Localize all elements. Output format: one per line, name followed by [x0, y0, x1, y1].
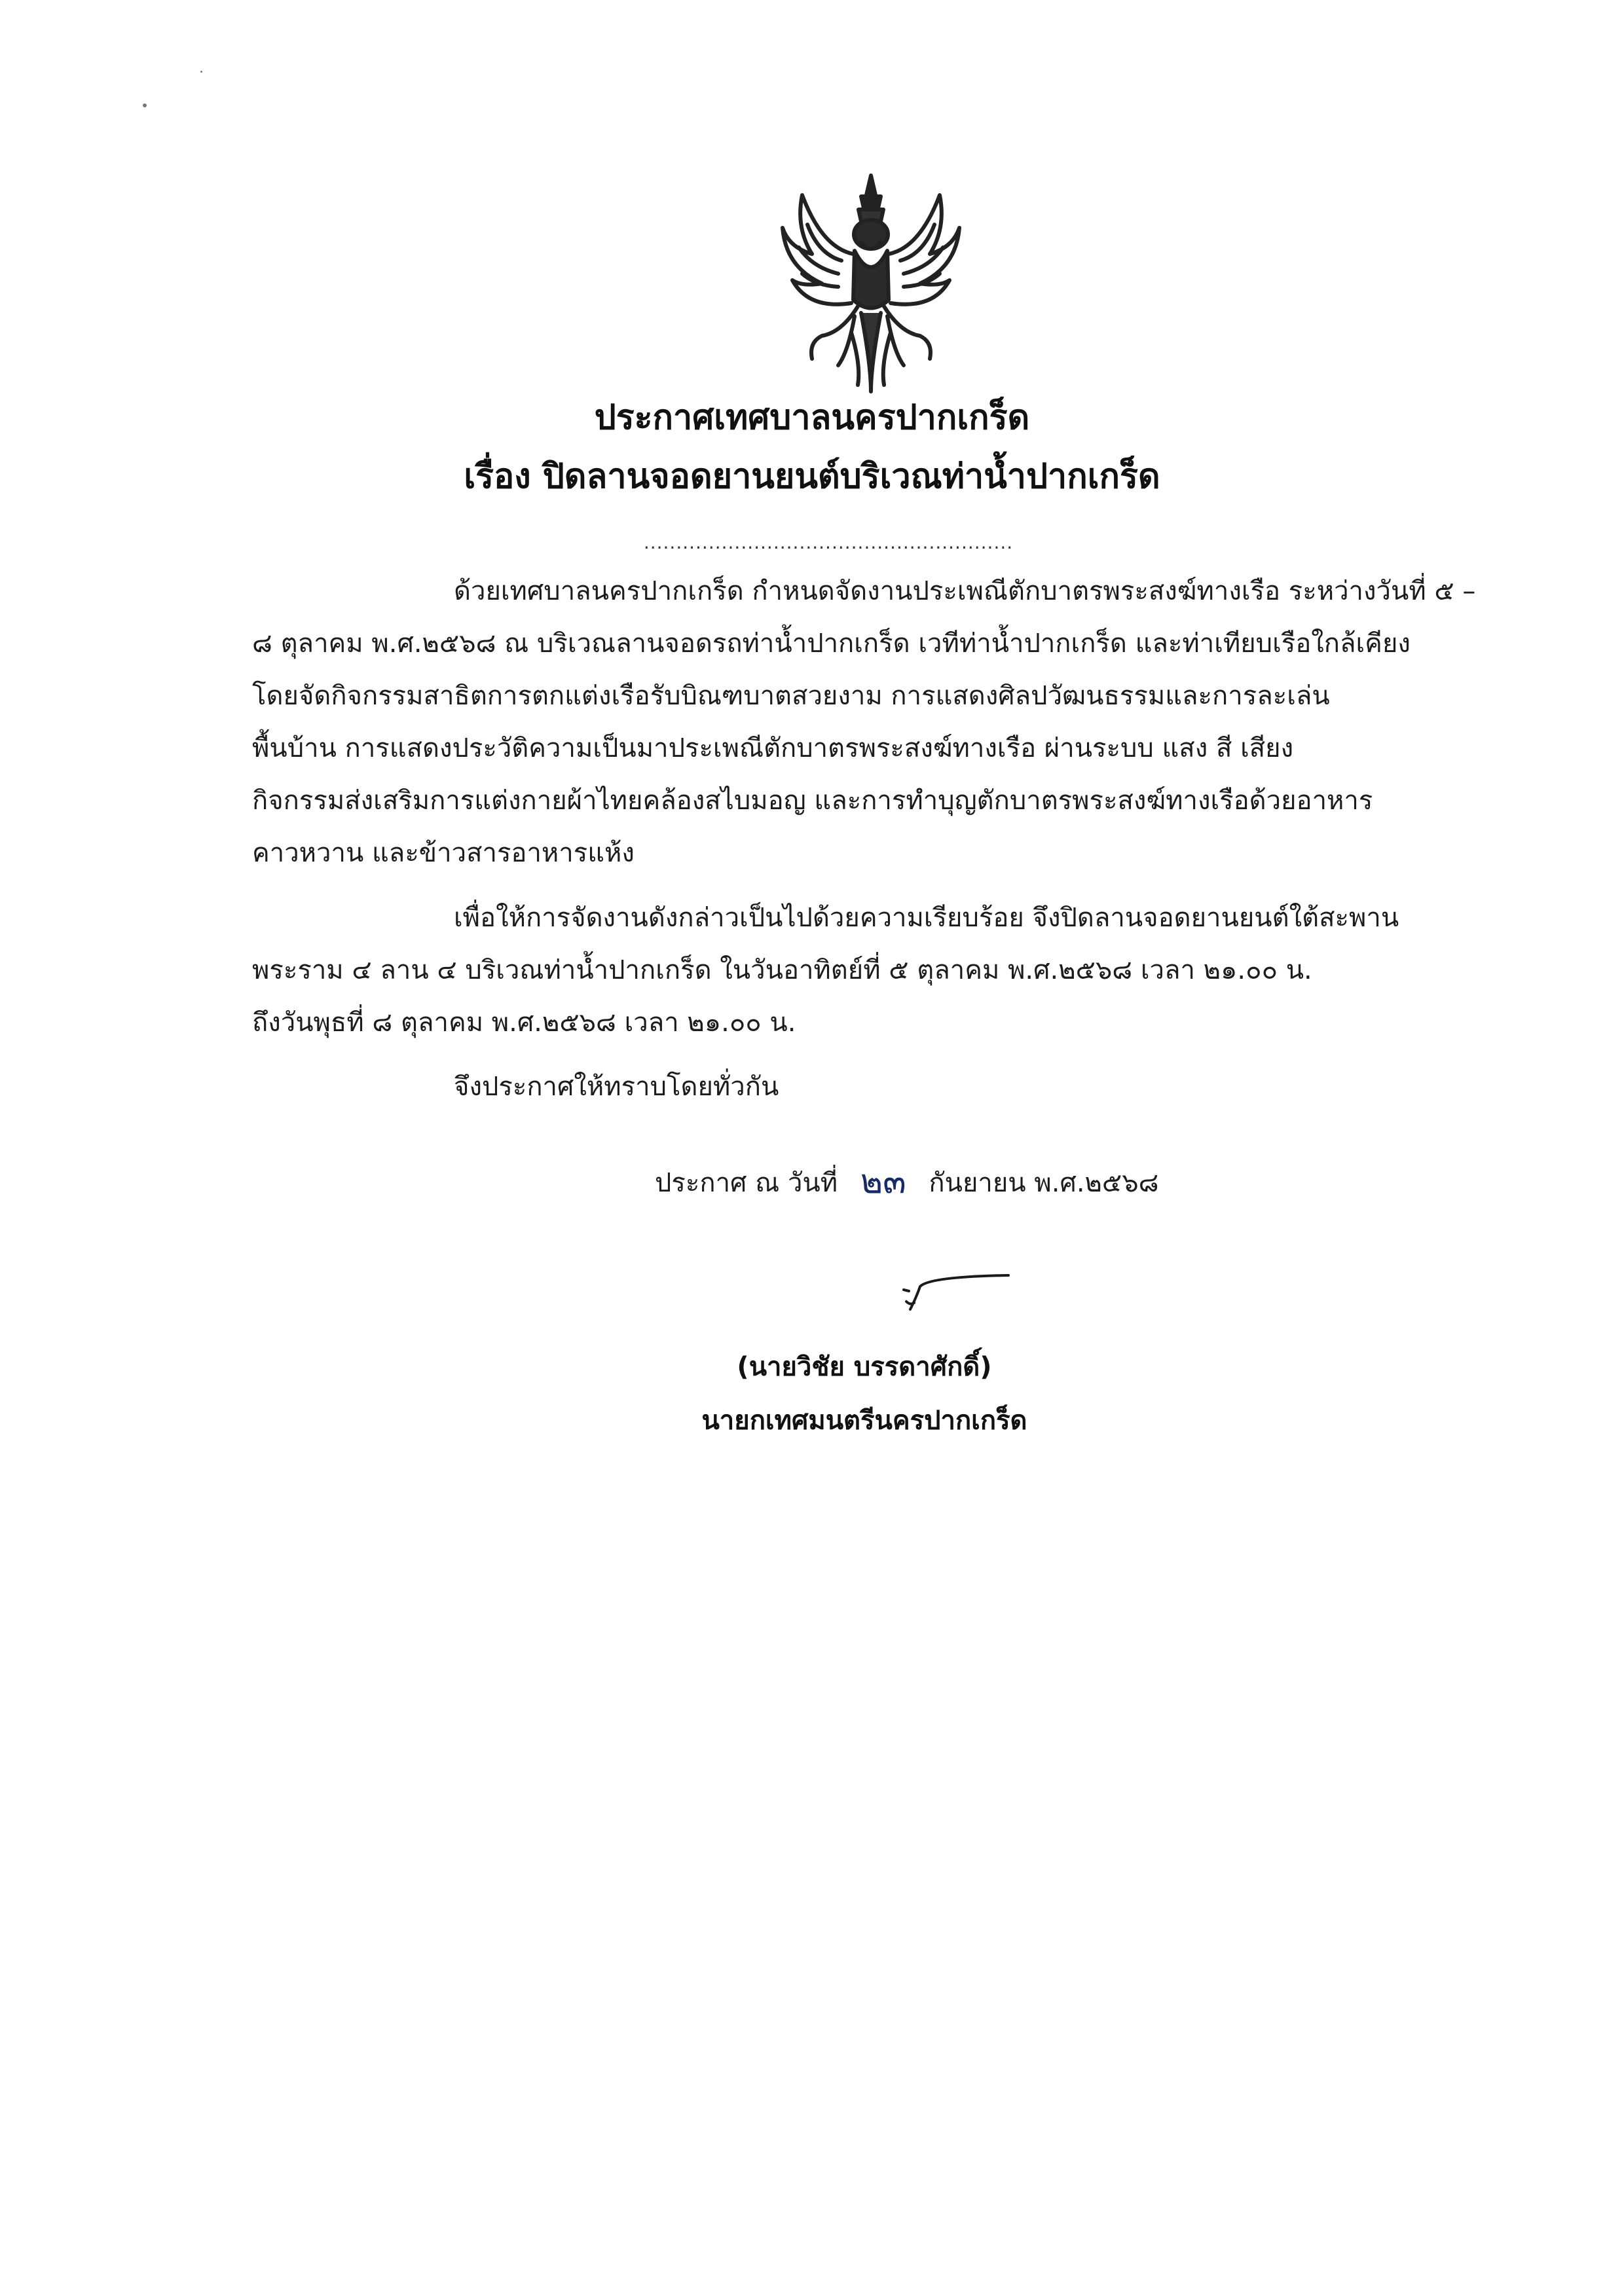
paragraph-line: พื้นบ้าน การแสดงประวัติความเป็นมาประเพณีตักบาตรพระสงฆ์ทางเรือ ผ่านระบบ แสง สี เสียง [252, 733, 1294, 763]
paragraph-line: กิจกรรมส่งเสริมการแต่งกายผ้าไทยคล้องสไบมอญ และการทำบุญตักบาตรพระสงฆ์ทางเรือด้วยอาหาร [252, 786, 1373, 816]
paragraph-line: พระราม ๔ ลาน ๔ บริเวณท่าน้ำปากเกร็ด ในวันอาทิตย์ที่ ๕ ตุลาคม พ.ศ.๒๕๖๘ เวลา ๒๑.๐๐ น. [252, 955, 1312, 985]
scan-speck [200, 71, 202, 73]
garuda-emblem-icon [776, 169, 966, 398]
signer-position: นายกเทศมนตรีนครปากเกร็ด [701, 1406, 1027, 1436]
handwritten-signature [897, 1250, 1015, 1322]
announcement-subject: เรื่อง ปิดลานจอดยานยนต์บริเวณท่าน้ำปากเกร็ด [464, 457, 1160, 496]
paragraph-line: โดยจัดกิจกรรมสาธิตการตกแต่งเรือรับบิณฑบาตสวยงาม การแสดงศิลปวัฒนธรรมและการละเล่น [252, 681, 1330, 711]
date-prefix: ประกาศ ณ วันที่ [655, 1168, 838, 1198]
closing-statement: จึงประกาศให้ทราบโดยทั่วกัน [454, 1072, 779, 1102]
date-day-handwritten: ๒๓ [860, 1162, 906, 1201]
signer-name: (นายวิชัย บรรดาศักดิ์) [737, 1352, 992, 1382]
announcement-title: ประกาศเทศบาลนครปากเกร็ด [594, 398, 1030, 437]
date-month-year: กันยายน พ.ศ.๒๕๖๘ [929, 1168, 1159, 1198]
title-divider: ......................................................... [643, 532, 1014, 553]
paragraph-line: คาวหวาน และข้าวสารอาหารแห้ง [252, 838, 635, 868]
scan-speck [143, 103, 147, 107]
paragraph-line: เพื่อให้การจัดงานดังกล่าวเป็นไปด้วยความเรียบร้อย จึงปิดลานจอดยานยนต์ใต้สะพาน [454, 903, 1399, 933]
paragraph-line: ๘ ตุลาคม พ.ศ.๒๕๖๘ ณ บริเวณลานจอดรถท่าน้ำปากเกร็ด เวทีท่าน้ำปากเกร็ด และท่าเทียบเรือใกล้เคียง [252, 629, 1411, 659]
paragraph-line: ถึงวันพุธที่ ๘ ตุลาคม พ.ศ.๒๕๖๘ เวลา ๒๑.๐๐ น. [252, 1008, 796, 1038]
announcement-date [655, 1152, 1158, 1207]
paragraph-line: ด้วยเทศบาลนครปากเกร็ด กำหนดจัดงานประเพณีตักบาตรพระสงฆ์ทางเรือ ระหว่างวันที่ ๕ – [454, 576, 1476, 606]
